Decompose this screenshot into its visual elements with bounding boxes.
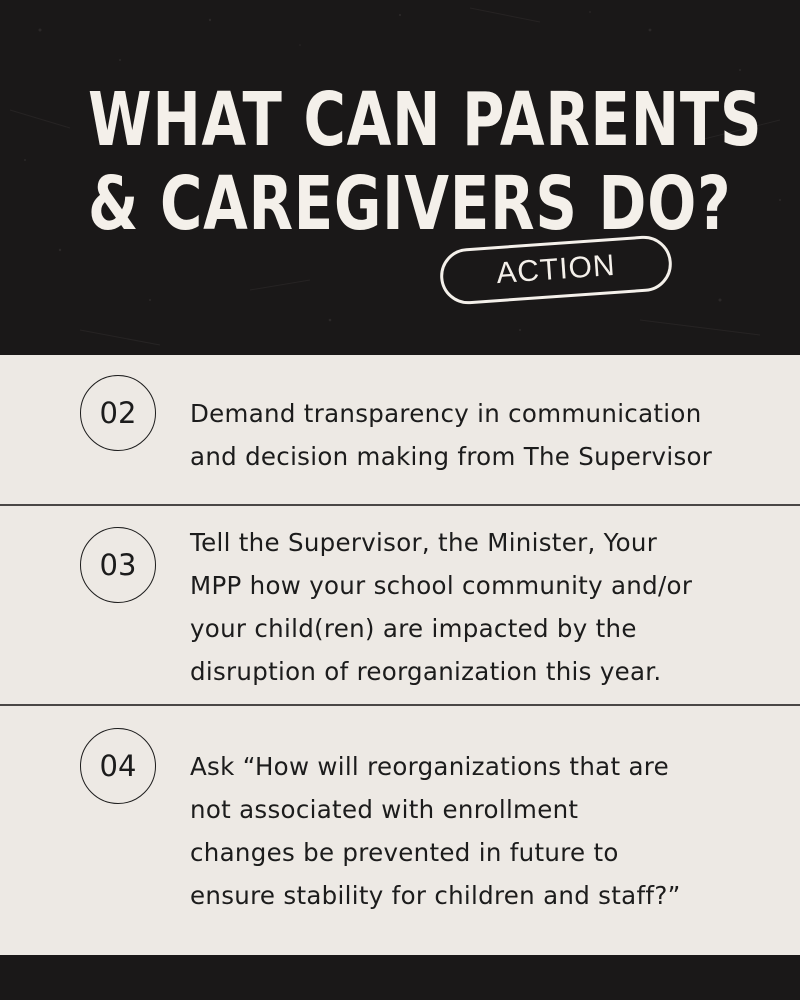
item-text-line: not associated with enrollment xyxy=(190,795,579,824)
title-line-2: & CAREGIVERS DO? xyxy=(88,161,732,247)
item-number: 03 xyxy=(99,548,137,582)
item-number: 02 xyxy=(99,396,137,430)
page-title xyxy=(88,77,763,247)
item-number: 04 xyxy=(99,749,137,783)
item-text xyxy=(190,392,795,478)
header-section xyxy=(0,0,800,355)
item-number-circle xyxy=(80,527,156,603)
action-list xyxy=(0,355,800,955)
item-text-line: Ask “How will reorganizations that are xyxy=(190,752,669,781)
item-text-line: and decision making from The Supervisor xyxy=(190,442,713,471)
item-text-line: Tell the Supervisor, the Minister, Your xyxy=(190,528,658,557)
item-text-line: ensure stability for children and staff?” xyxy=(190,881,681,910)
item-text xyxy=(190,745,795,917)
list-item xyxy=(0,506,800,704)
footer-band xyxy=(0,955,800,1000)
action-badge-label: ACTION xyxy=(495,248,617,291)
item-number-circle xyxy=(80,728,156,804)
item-text xyxy=(190,521,795,693)
list-item xyxy=(0,355,800,505)
item-text-line: Demand transparency in communication xyxy=(190,399,702,428)
list-item xyxy=(0,706,800,955)
title-line-1: WHAT CAN PARENTS xyxy=(88,77,763,163)
item-text-line: changes be prevented in future to xyxy=(190,838,619,867)
item-text-line: disruption of reorganization this year. xyxy=(190,657,662,686)
item-text-line: your child(ren) are impacted by the xyxy=(190,614,637,643)
item-number-circle xyxy=(80,375,156,451)
item-text-line: MPP how your school community and/or xyxy=(190,571,693,600)
